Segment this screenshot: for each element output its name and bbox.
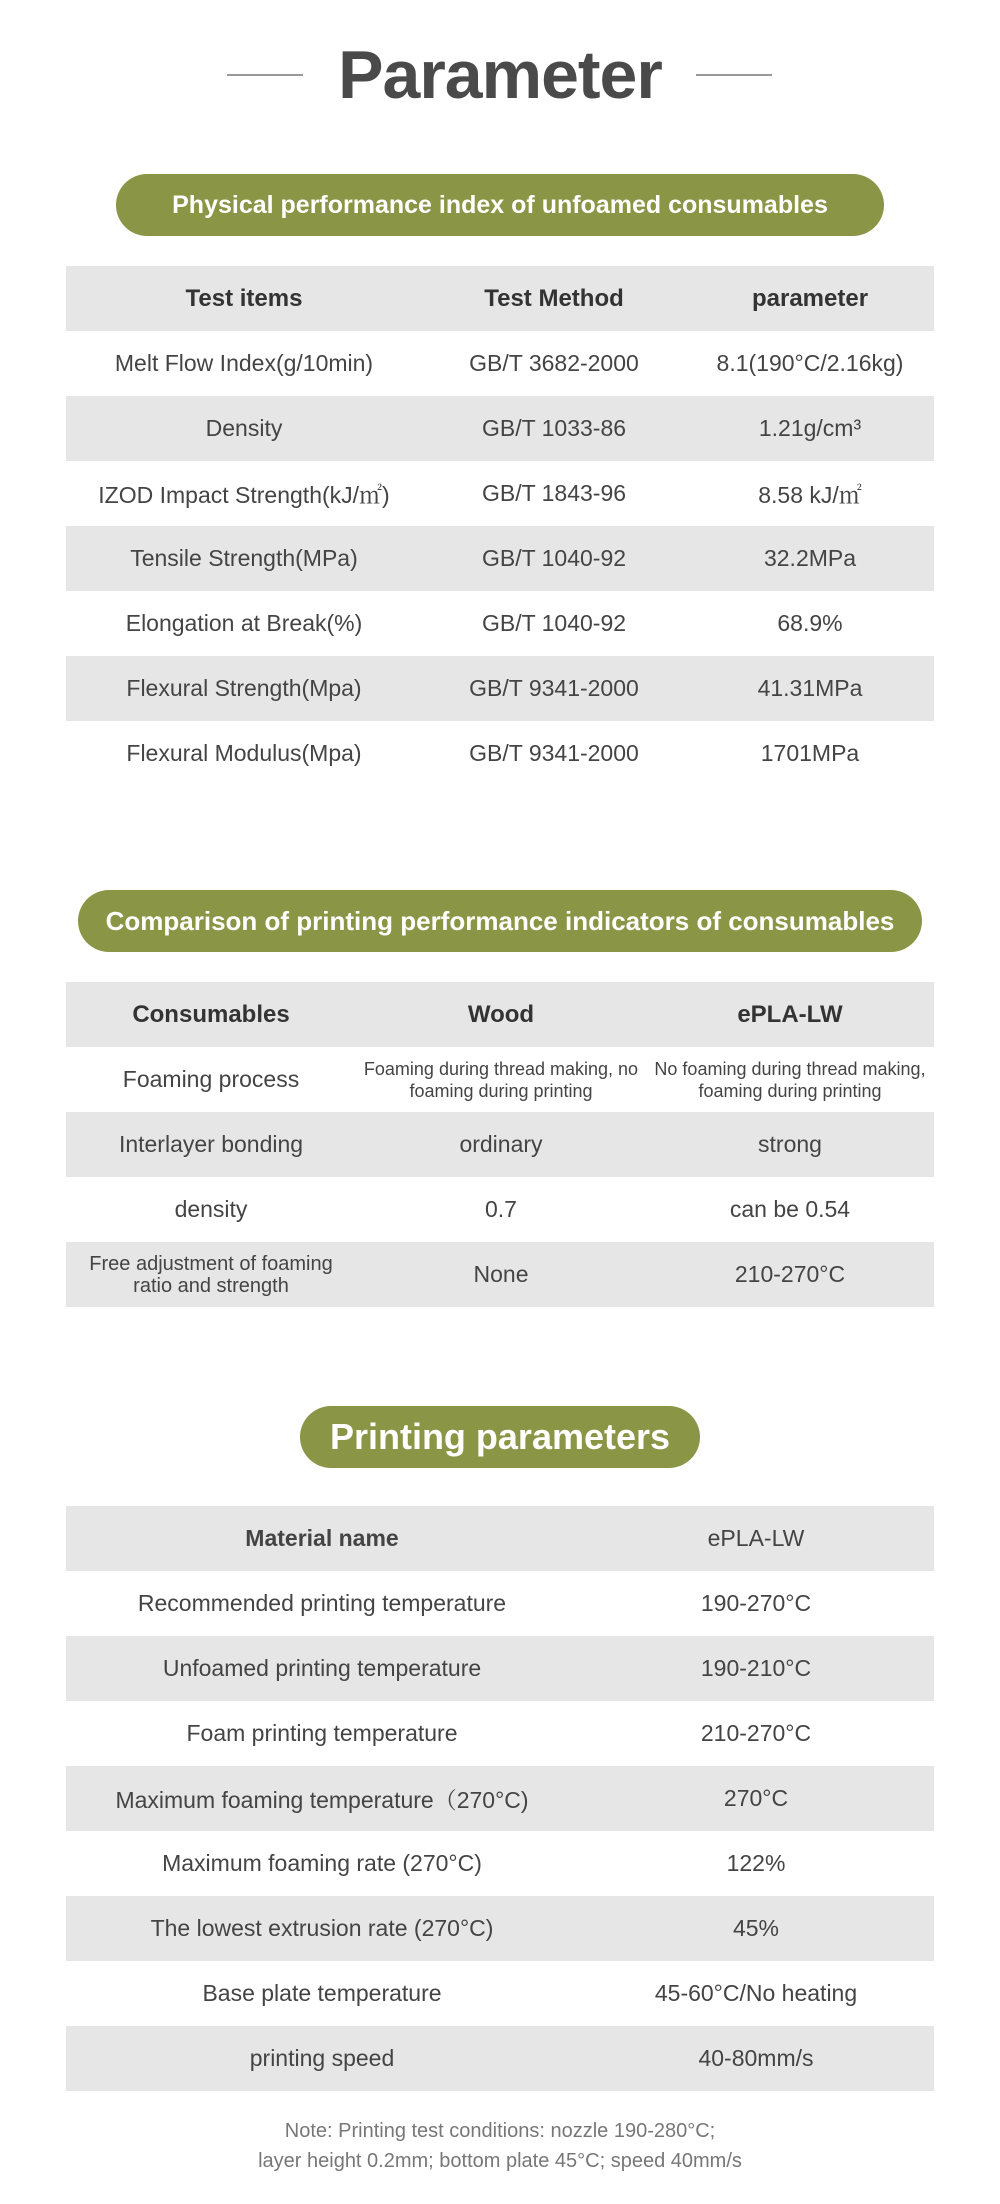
table-cell: Recommended printing temperature [137, 1590, 507, 1616]
header-cell: parameter [686, 266, 934, 331]
table-row [66, 1766, 934, 1831]
printing-parameters-table [66, 1506, 934, 2091]
table-cell: GB/T 3682-2000 [469, 350, 639, 376]
table-row [66, 1112, 934, 1177]
table-cell: 45% [578, 1896, 934, 1961]
table-cell: IZOD Impact Strength(kJ/㎡) [98, 482, 390, 508]
section-physical-performance-pill: Physical performance index of unfoamed consumables [116, 174, 884, 236]
physical-performance-table [66, 266, 934, 786]
table-row [66, 656, 934, 721]
table-cell: 32.2MPa [686, 526, 934, 591]
table-cell: 210-270°C [646, 1242, 934, 1307]
table-row [66, 1177, 934, 1242]
table-row [66, 2026, 934, 2091]
table-cell: 0.7 [485, 1196, 517, 1222]
note-line: Note: Printing test conditions: nozzle 190-280°C; [284, 2120, 716, 2142]
table-cell: 270°C [578, 1766, 934, 1831]
table-row [66, 1571, 934, 1636]
table-row [66, 396, 934, 461]
header-cell: Consumables [66, 982, 356, 1047]
table-cell: GB/T 9341-2000 [422, 656, 686, 721]
table-cell: 210-270°C [700, 1720, 812, 1746]
table-row [66, 331, 934, 396]
table-cell: 45-60°C/No heating [654, 1980, 858, 2006]
table-row [66, 1831, 934, 1896]
table-row [66, 526, 934, 591]
table-row [66, 1242, 934, 1307]
test-conditions-note [0, 2116, 1000, 2176]
table-cell: 8.1(190°C/2.16kg) [716, 350, 904, 376]
table-cell: Flexural Strength(Mpa) [66, 656, 422, 721]
table-cell: Unfoamed printing temperature [66, 1636, 578, 1701]
table-header-row [66, 266, 934, 331]
table-cell: Foaming process [122, 1066, 300, 1092]
table-cell: Melt Flow Index(g/10min) [114, 350, 374, 376]
table-row [66, 1896, 934, 1961]
table-row [66, 1961, 934, 2026]
header-cell: Test Method [422, 266, 686, 331]
table-cell: Interlayer bonding [66, 1112, 356, 1177]
table-header-row [66, 1506, 934, 1571]
table-cell: GB/T 1040-92 [422, 526, 686, 591]
table-row [66, 461, 934, 526]
table-row [66, 721, 934, 786]
table-row [66, 1701, 934, 1766]
page-header [0, 37, 1000, 113]
table-cell: GB/T 1843-96 [481, 480, 627, 506]
table-cell: The lowest extrusion rate (270°C) [66, 1896, 578, 1961]
header-cell: ePLA-LW [646, 982, 934, 1047]
header-cell: Material name [66, 1506, 578, 1571]
table-cell: can be 0.54 [729, 1196, 851, 1222]
table-row [66, 591, 934, 656]
table-cell: Maximum foaming rate (270°C) [162, 1850, 482, 1876]
table-cell: 1701MPa [760, 740, 860, 766]
header-cell: ePLA-LW [578, 1506, 934, 1571]
page-title: Parameter [338, 37, 662, 113]
table-cell: No foaming during thread making, foaming during printing [654, 1058, 926, 1101]
table-cell: Foam printing temperature [186, 1720, 458, 1746]
table-cell: strong [646, 1112, 934, 1177]
table-cell: GB/T 9341-2000 [469, 740, 639, 766]
section-printing-comparison-pill: Comparison of printing performance indicators of consumables [78, 890, 922, 952]
table-cell: density [174, 1196, 248, 1222]
note-line: layer height 0.2mm; bottom plate 45°C; speed 40mm/s [258, 2150, 742, 2172]
header-cell: Wood [356, 982, 646, 1047]
table-cell: 41.31MPa [686, 656, 934, 721]
table-cell: printing speed [66, 2026, 578, 2091]
section-printing-parameters-pill: Printing parameters [300, 1406, 700, 1468]
table-cell: ordinary [356, 1112, 646, 1177]
table-cell: 1.21g/cm³ [686, 396, 934, 461]
table-cell: 190-270°C [700, 1590, 812, 1616]
table-cell: 68.9% [777, 610, 843, 636]
table-cell: Base plate temperature [202, 1980, 442, 2006]
header-cell: Test items [66, 266, 422, 331]
table-header-row [66, 982, 934, 1047]
table-cell: None [356, 1242, 646, 1307]
table-cell: GB/T 1040-92 [481, 610, 627, 636]
table-cell: Flexural Modulus(Mpa) [126, 740, 362, 766]
table-cell: Tensile Strength(MPa) [66, 526, 422, 591]
table-cell: 190-210°C [578, 1636, 934, 1701]
table-cell: 8.58 kJ/㎡ [758, 482, 862, 508]
table-row [66, 1047, 934, 1112]
table-cell: Maximum foaming temperature（270°C) [66, 1766, 578, 1831]
table-row [66, 1636, 934, 1701]
table-cell: Elongation at Break(%) [125, 610, 363, 636]
table-cell: Foaming during thread making, no foaming during printing [363, 1058, 639, 1101]
table-cell: GB/T 1033-86 [422, 396, 686, 461]
table-cell: 40-80mm/s [578, 2026, 934, 2091]
printing-comparison-table [66, 982, 934, 1307]
table-cell: 122% [726, 1850, 786, 1876]
table-cell: Free adjustment of foaming ratio and strength [66, 1242, 356, 1307]
table-cell: Density [66, 396, 422, 461]
title-right-divider [696, 74, 772, 76]
